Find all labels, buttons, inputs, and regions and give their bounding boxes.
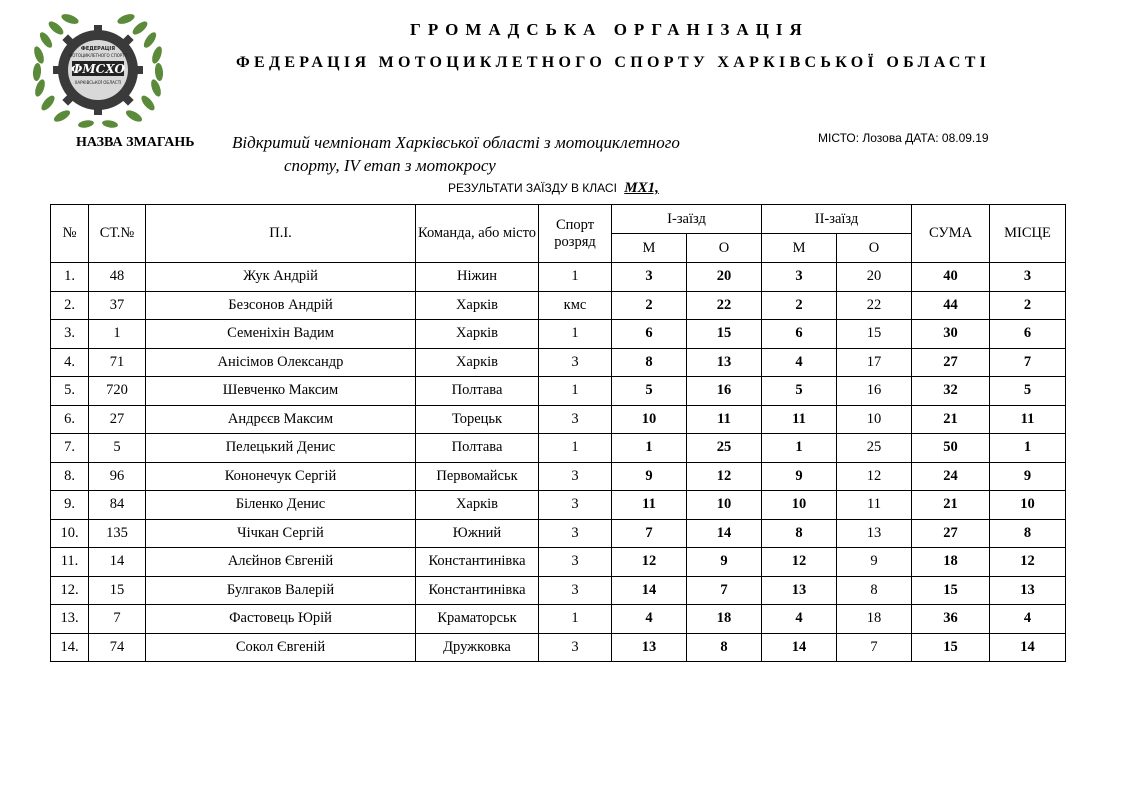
header-name: П.І.: [146, 205, 416, 263]
row-team: Первомайськ: [416, 462, 539, 491]
row-race2-place: 6: [762, 320, 837, 349]
table-row: [51, 633, 1066, 662]
row-rank: 3: [539, 405, 612, 434]
city-date: МІСТО: Лозова ДАТА: 08.09.19: [818, 131, 989, 145]
row-name: Шевченко Максим: [146, 377, 416, 406]
row-name: Анісімов Олександр: [146, 348, 416, 377]
row-race2-points: 12: [837, 462, 912, 491]
row-rank: 3: [539, 548, 612, 577]
row-team: Харків: [416, 291, 539, 320]
row-place: 12: [990, 548, 1066, 577]
header-place: МІСЦЕ: [990, 205, 1066, 263]
row-sum: 40: [912, 263, 990, 292]
row-start-no: 7: [89, 605, 146, 634]
svg-text:ХАРКІВСЬКОЇ ОБЛАСТІ: ХАРКІВСЬКОЇ ОБЛАСТІ: [74, 80, 122, 85]
row-race1-place: 12: [612, 548, 687, 577]
row-no: 4.: [51, 348, 89, 377]
row-race2-points: 11: [837, 491, 912, 520]
svg-text:ФМСХО: ФМСХО: [71, 62, 125, 76]
svg-text:МОТОЦИКЛЕТНОГО СПОРТУ: МОТОЦИКЛЕТНОГО СПОРТУ: [68, 53, 128, 58]
row-race2-place: 13: [762, 576, 837, 605]
row-rank: 3: [539, 519, 612, 548]
row-race1-points: 11: [687, 405, 762, 434]
row-name: Андрєєв Максим: [146, 405, 416, 434]
row-sum: 21: [912, 405, 990, 434]
row-race2-place: 12: [762, 548, 837, 577]
row-place: 3: [990, 263, 1066, 292]
row-race1-place: 9: [612, 462, 687, 491]
row-team: Ніжин: [416, 263, 539, 292]
table-row: [51, 576, 1066, 605]
row-team: Константинівка: [416, 548, 539, 577]
row-team: Дружковка: [416, 633, 539, 662]
row-race1-place: 13: [612, 633, 687, 662]
row-name: Безсонов Андрій: [146, 291, 416, 320]
table-row: [51, 263, 1066, 292]
row-race1-points: 12: [687, 462, 762, 491]
row-race2-place: 1: [762, 434, 837, 463]
row-place: 14: [990, 633, 1066, 662]
row-place: 6: [990, 320, 1066, 349]
row-start-no: 5: [89, 434, 146, 463]
row-start-no: 720: [89, 377, 146, 406]
row-place: 1: [990, 434, 1066, 463]
row-name: Пелецький Денис: [146, 434, 416, 463]
row-sum: 18: [912, 548, 990, 577]
row-race1-place: 8: [612, 348, 687, 377]
row-race1-place: 14: [612, 576, 687, 605]
table-row: [51, 377, 1066, 406]
row-race2-points: 22: [837, 291, 912, 320]
row-sum: 32: [912, 377, 990, 406]
results-title-text: РЕЗУЛЬТАТИ ЗАЇЗДУ В КЛАСІ: [448, 181, 617, 195]
row-no: 8.: [51, 462, 89, 491]
row-rank: 1: [539, 320, 612, 349]
row-race2-points: 9: [837, 548, 912, 577]
row-team: Торецьк: [416, 405, 539, 434]
row-race2-place: 5: [762, 377, 837, 406]
row-race1-points: 15: [687, 320, 762, 349]
row-race1-place: 4: [612, 605, 687, 634]
results-body: [51, 263, 1066, 662]
row-place: 13: [990, 576, 1066, 605]
row-sum: 30: [912, 320, 990, 349]
row-place: 8: [990, 519, 1066, 548]
row-start-no: 96: [89, 462, 146, 491]
table-row: [51, 320, 1066, 349]
row-race2-points: 10: [837, 405, 912, 434]
row-no: 13.: [51, 605, 89, 634]
header-team: Команда, або місто: [416, 205, 539, 263]
svg-text:ФЕДЕРАЦІЯ: ФЕДЕРАЦІЯ: [80, 46, 116, 52]
row-race2-points: 8: [837, 576, 912, 605]
competition-name-line1: Відкритий чемпіонат Харківської області з мотоциклетного: [232, 133, 680, 152]
row-place: 5: [990, 377, 1066, 406]
row-no: 14.: [51, 633, 89, 662]
row-race2-points: 17: [837, 348, 912, 377]
row-no: 5.: [51, 377, 89, 406]
row-team: Константинівка: [416, 576, 539, 605]
row-start-no: 74: [89, 633, 146, 662]
header-race1: I-заїзд: [612, 205, 762, 234]
table-row: [51, 491, 1066, 520]
row-race1-place: 6: [612, 320, 687, 349]
row-no: 1.: [51, 263, 89, 292]
row-team: Полтава: [416, 434, 539, 463]
row-no: 6.: [51, 405, 89, 434]
row-race2-place: 2: [762, 291, 837, 320]
header-no: №: [51, 205, 89, 263]
row-place: 7: [990, 348, 1066, 377]
row-place: 2: [990, 291, 1066, 320]
header-start-no: СТ.№: [89, 205, 146, 263]
row-team: Краматорськ: [416, 605, 539, 634]
row-race1-points: 18: [687, 605, 762, 634]
row-race2-points: 18: [837, 605, 912, 634]
row-rank: 3: [539, 462, 612, 491]
row-race2-points: 25: [837, 434, 912, 463]
row-start-no: 48: [89, 263, 146, 292]
row-rank: 1: [539, 434, 612, 463]
row-no: 12.: [51, 576, 89, 605]
row-race1-place: 5: [612, 377, 687, 406]
row-race2-place: 10: [762, 491, 837, 520]
row-place: 9: [990, 462, 1066, 491]
row-race1-place: 11: [612, 491, 687, 520]
row-race1-place: 10: [612, 405, 687, 434]
table-row: [51, 405, 1066, 434]
row-race1-points: 22: [687, 291, 762, 320]
federation-logo: [28, 8, 168, 134]
row-name: Булгаков Валерій: [146, 576, 416, 605]
row-race2-place: 3: [762, 263, 837, 292]
row-rank: кмс: [539, 291, 612, 320]
row-race2-place: 9: [762, 462, 837, 491]
row-race1-place: 1: [612, 434, 687, 463]
row-race1-points: 13: [687, 348, 762, 377]
row-name: Біленко Денис: [146, 491, 416, 520]
row-no: 2.: [51, 291, 89, 320]
row-race1-place: 2: [612, 291, 687, 320]
competition-name-line2: спорту, IV етап з мотокросу: [284, 156, 496, 175]
row-start-no: 37: [89, 291, 146, 320]
row-rank: 1: [539, 263, 612, 292]
header-race1-o: О: [687, 234, 762, 263]
row-team: Харків: [416, 348, 539, 377]
row-start-no: 14: [89, 548, 146, 577]
row-race2-points: 20: [837, 263, 912, 292]
row-rank: 3: [539, 348, 612, 377]
row-race1-place: 7: [612, 519, 687, 548]
row-name: Кононечук Сергій: [146, 462, 416, 491]
row-start-no: 1: [89, 320, 146, 349]
row-name: Сокол Євгеній: [146, 633, 416, 662]
org-title: ГРОМАДСЬКА ОРГАНІЗАЦІЯ: [410, 20, 809, 39]
row-race1-points: 9: [687, 548, 762, 577]
class-name: MX1,: [624, 180, 659, 196]
row-sum: 21: [912, 491, 990, 520]
header-race2: II-заїзд: [762, 205, 912, 234]
row-race1-points: 14: [687, 519, 762, 548]
row-team: Южний: [416, 519, 539, 548]
row-race1-points: 8: [687, 633, 762, 662]
row-race2-place: 14: [762, 633, 837, 662]
federation-title: ФЕДЕРАЦІЯ МОТОЦИКЛЕТНОГО СПОРТУ ХАРКІВСЬКОЇ ОБЛАСТІ: [236, 54, 991, 71]
table-row: [51, 434, 1066, 463]
table-row: [51, 605, 1066, 634]
row-race2-place: 11: [762, 405, 837, 434]
results-title: [448, 180, 659, 197]
row-no: 10.: [51, 519, 89, 548]
row-race2-place: 4: [762, 605, 837, 634]
row-team: Полтава: [416, 377, 539, 406]
row-sum: 36: [912, 605, 990, 634]
row-team: Харків: [416, 320, 539, 349]
row-rank: 1: [539, 605, 612, 634]
row-race2-points: 7: [837, 633, 912, 662]
row-sum: 27: [912, 519, 990, 548]
row-place: 4: [990, 605, 1066, 634]
results-table: [50, 204, 1066, 662]
table-row: [51, 519, 1066, 548]
table-row: [51, 548, 1066, 577]
row-race2-points: 16: [837, 377, 912, 406]
row-race1-points: 7: [687, 576, 762, 605]
logo-wreath-icon: [28, 8, 168, 134]
row-no: 3.: [51, 320, 89, 349]
table-row: [51, 291, 1066, 320]
competition-label: НАЗВА ЗМАГАНЬ: [76, 135, 195, 150]
header-race1-m: М: [612, 234, 687, 263]
row-race1-points: 16: [687, 377, 762, 406]
row-sum: 27: [912, 348, 990, 377]
row-rank: 3: [539, 633, 612, 662]
header-sum: СУМА: [912, 205, 990, 263]
row-race1-points: 20: [687, 263, 762, 292]
row-team: Харків: [416, 491, 539, 520]
row-sum: 50: [912, 434, 990, 463]
row-start-no: 135: [89, 519, 146, 548]
row-name: Фастовець Юрій: [146, 605, 416, 634]
row-rank: 3: [539, 491, 612, 520]
row-rank: 1: [539, 377, 612, 406]
row-race2-place: 4: [762, 348, 837, 377]
header-rank: Спорт розряд: [539, 205, 612, 263]
row-race1-place: 3: [612, 263, 687, 292]
header-race2-o: О: [837, 234, 912, 263]
row-sum: 44: [912, 291, 990, 320]
row-sum: 15: [912, 576, 990, 605]
row-no: 7.: [51, 434, 89, 463]
row-no: 11.: [51, 548, 89, 577]
row-start-no: 84: [89, 491, 146, 520]
row-name: Семеніхін Вадим: [146, 320, 416, 349]
row-no: 9.: [51, 491, 89, 520]
table-row: [51, 462, 1066, 491]
row-race2-place: 8: [762, 519, 837, 548]
row-race1-points: 10: [687, 491, 762, 520]
row-place: 10: [990, 491, 1066, 520]
row-name: Чічкан Сергій: [146, 519, 416, 548]
row-race2-points: 13: [837, 519, 912, 548]
header-race2-m: М: [762, 234, 837, 263]
row-race2-points: 15: [837, 320, 912, 349]
row-name: Алєйнов Євгеній: [146, 548, 416, 577]
table-row: [51, 348, 1066, 377]
row-rank: 3: [539, 576, 612, 605]
competition-name: [232, 131, 752, 177]
row-name: Жук Андрій: [146, 263, 416, 292]
row-start-no: 27: [89, 405, 146, 434]
row-race1-points: 25: [687, 434, 762, 463]
row-start-no: 71: [89, 348, 146, 377]
row-start-no: 15: [89, 576, 146, 605]
row-sum: 24: [912, 462, 990, 491]
row-sum: 15: [912, 633, 990, 662]
row-place: 11: [990, 405, 1066, 434]
